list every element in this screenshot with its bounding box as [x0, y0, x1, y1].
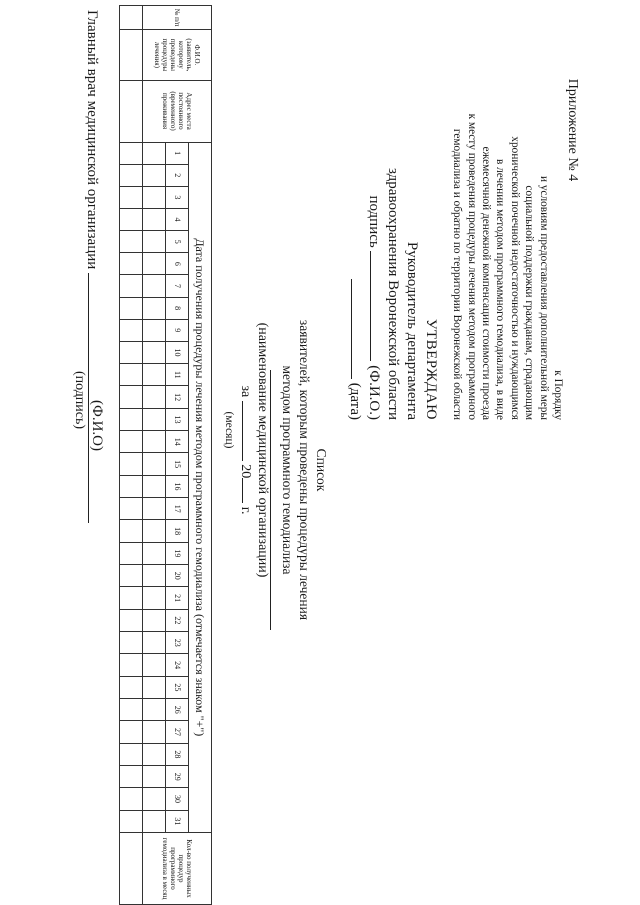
table-cell[interactable] — [120, 721, 143, 743]
table-cell[interactable] — [143, 142, 166, 164]
table-cell[interactable] — [120, 208, 143, 230]
table-cell[interactable] — [120, 565, 143, 587]
table-cell[interactable] — [120, 833, 143, 905]
table-cell[interactable] — [120, 743, 143, 765]
day-header: 6 — [166, 253, 189, 275]
table-cell[interactable] — [143, 475, 166, 497]
day-header: 7 — [166, 275, 189, 297]
table-cell[interactable] — [143, 587, 166, 609]
table-cell[interactable] — [120, 587, 143, 609]
table-cell[interactable] — [143, 565, 166, 587]
approval-sign-label: подпись — [366, 195, 382, 248]
table-cell[interactable] — [120, 632, 143, 654]
col-count-header: Кол-во полученных процедур программного гемодиализа в месяц — [143, 833, 212, 905]
day-header: 12 — [166, 386, 189, 408]
signature-blank[interactable] — [370, 251, 371, 361]
month-caption: (месяц) — [223, 411, 235, 449]
table-cell[interactable] — [143, 632, 166, 654]
table-cell[interactable] — [143, 386, 166, 408]
table-cell[interactable] — [143, 231, 166, 253]
table-cell[interactable] — [143, 542, 166, 564]
day-header: 30 — [166, 788, 189, 810]
approval-title: УТВЕРЖДАЮ — [423, 318, 439, 420]
list-heading: Список — [314, 448, 329, 492]
organization-caption: (наименование медицинской организации) — [255, 322, 270, 578]
appendix-line: в лечении методом программного гемодиализа, в виде — [494, 158, 507, 420]
day-header: 31 — [166, 810, 189, 832]
day-header: 17 — [166, 498, 189, 520]
table-cell[interactable] — [120, 766, 143, 788]
appendix-title: Приложение № 4 — [565, 78, 580, 182]
table-cell[interactable] — [120, 80, 143, 142]
table-cell[interactable] — [120, 275, 143, 297]
table-cell[interactable] — [143, 766, 166, 788]
table-cell[interactable] — [143, 743, 166, 765]
appendix-line: и условиям предоставления дополнительной меры — [537, 175, 550, 420]
day-header: 24 — [166, 654, 189, 676]
table-cell[interactable] — [143, 498, 166, 520]
table-cell[interactable] — [120, 453, 143, 475]
table-cell[interactable] — [143, 253, 166, 275]
day-header: 28 — [166, 743, 189, 765]
month-blank[interactable] — [242, 401, 243, 461]
table-cell[interactable] — [120, 609, 143, 631]
table-cell[interactable] — [143, 408, 166, 430]
table-cell[interactable] — [120, 810, 143, 832]
table-cell[interactable] — [143, 319, 166, 341]
col-address-header: Адрес места постоянного (временного) проживания — [143, 80, 212, 142]
appendix-line: к Порядку — [552, 370, 564, 420]
table-cell[interactable] — [120, 386, 143, 408]
day-header: 2 — [166, 164, 189, 186]
day-header: 22 — [166, 609, 189, 631]
day-header: 26 — [166, 699, 189, 721]
chief-doctor-label: Главный врач медицинской организации — [84, 10, 100, 270]
table-cell[interactable] — [143, 208, 166, 230]
organization-name-blank[interactable] — [270, 370, 271, 630]
table-cell[interactable] — [143, 186, 166, 208]
table-cell[interactable] — [120, 699, 143, 721]
appendix-line: гемодиализа и обратно по территории Воронежской области — [451, 128, 464, 420]
table-cell[interactable] — [143, 364, 166, 386]
table-cell[interactable] — [120, 30, 143, 80]
approval-department: здравоохранения Воронежской области — [385, 168, 401, 420]
table-cell[interactable] — [143, 164, 166, 186]
table-cell[interactable] — [120, 498, 143, 520]
day-header: 25 — [166, 676, 189, 698]
day-header: 1 — [166, 142, 189, 164]
table-cell[interactable] — [120, 676, 143, 698]
table-cell[interactable] — [120, 253, 143, 275]
table-cell[interactable] — [120, 231, 143, 253]
day-header: 19 — [166, 542, 189, 564]
table-cell[interactable] — [143, 676, 166, 698]
approval-fio-label: (Ф.И.О.) — [366, 365, 382, 420]
table-cell[interactable] — [143, 520, 166, 542]
table-cell[interactable] — [143, 654, 166, 676]
list-title — [279, 300, 330, 640]
approval-position: Руководитель департамента — [404, 241, 420, 420]
list-title-line: методом программного гемодиализа — [280, 365, 295, 575]
table-cell[interactable] — [120, 164, 143, 186]
appendix-conditions — [450, 40, 565, 420]
table-cell[interactable] — [120, 186, 143, 208]
day-header: 13 — [166, 408, 189, 430]
day-header: 20 — [166, 565, 189, 587]
period-row — [237, 300, 253, 600]
col-fio-header: Ф.И.О. (заявитель, которому проведены процедуры лечения) — [143, 30, 212, 80]
applicants-table — [119, 5, 212, 905]
approval-date-row — [345, 40, 364, 420]
table-cell[interactable] — [143, 788, 166, 810]
day-header: 14 — [166, 431, 189, 453]
table-cell[interactable] — [143, 609, 166, 631]
approval-block — [345, 40, 440, 420]
day-header: 3 — [166, 186, 189, 208]
table-row — [120, 6, 143, 905]
list-title-line: заявителей, которым проведены процедуры лечения — [297, 319, 312, 621]
appendix-line: хронической почечной недостаточностью и нуждающимся — [508, 136, 521, 420]
table-cell[interactable] — [120, 341, 143, 363]
day-header: 18 — [166, 520, 189, 542]
table-cell[interactable] — [120, 431, 143, 453]
table-cell[interactable] — [143, 341, 166, 363]
table-cell[interactable] — [120, 408, 143, 430]
day-header: 15 — [166, 453, 189, 475]
date-blank[interactable] — [351, 279, 352, 379]
doctor-signature-blank[interactable] — [88, 273, 89, 523]
appendix-line: ежемесячной денежной компенсации стоимости проезда — [479, 146, 492, 420]
table-cell[interactable] — [120, 654, 143, 676]
dates-header: Дата получения процедуры лечения методом программного гемодиализа (отмечается знаком "+") — [189, 142, 212, 832]
table-cell[interactable] — [120, 319, 143, 341]
table-cell[interactable] — [120, 520, 143, 542]
col-number-header: № п/п — [143, 6, 212, 30]
approval-date-label: (дата) — [347, 382, 363, 420]
table-cell[interactable] — [143, 453, 166, 475]
period-for-label: за — [238, 385, 253, 398]
signature-caption: (подпись) — [72, 370, 87, 430]
day-header: 5 — [166, 231, 189, 253]
table-cell[interactable] — [120, 475, 143, 497]
year-blank[interactable] — [242, 478, 243, 503]
day-header: 27 — [166, 721, 189, 743]
table-cell[interactable] — [143, 297, 166, 319]
table-cell[interactable] — [120, 142, 143, 164]
appendix-line: социальной поддержки гражданам, страдающим — [523, 185, 536, 420]
day-header: 16 — [166, 475, 189, 497]
table-cell[interactable] — [143, 699, 166, 721]
period-year-suffix: г. — [238, 506, 253, 515]
table-cell[interactable] — [120, 788, 143, 810]
table-cell[interactable] — [120, 364, 143, 386]
table-cell[interactable] — [143, 721, 166, 743]
day-header: 8 — [166, 297, 189, 319]
period-year-label: 20 — [238, 464, 253, 479]
doctor-fio: (Ф.И.О) — [89, 400, 105, 452]
table-cell[interactable] — [120, 542, 143, 564]
day-header: 11 — [166, 364, 189, 386]
approval-signature-row — [364, 40, 383, 420]
day-header: 29 — [166, 766, 189, 788]
day-header: 10 — [166, 341, 189, 363]
table-cell[interactable] — [120, 297, 143, 319]
table-cell[interactable] — [143, 275, 166, 297]
table-cell[interactable] — [143, 431, 166, 453]
table-cell[interactable] — [120, 6, 143, 30]
day-header: 9 — [166, 319, 189, 341]
day-header: 23 — [166, 632, 189, 654]
appendix-line: к месту проведения процедуры лечения методом программного — [465, 113, 478, 420]
day-header: 4 — [166, 208, 189, 230]
day-header: 21 — [166, 587, 189, 609]
table-cell[interactable] — [143, 810, 166, 832]
